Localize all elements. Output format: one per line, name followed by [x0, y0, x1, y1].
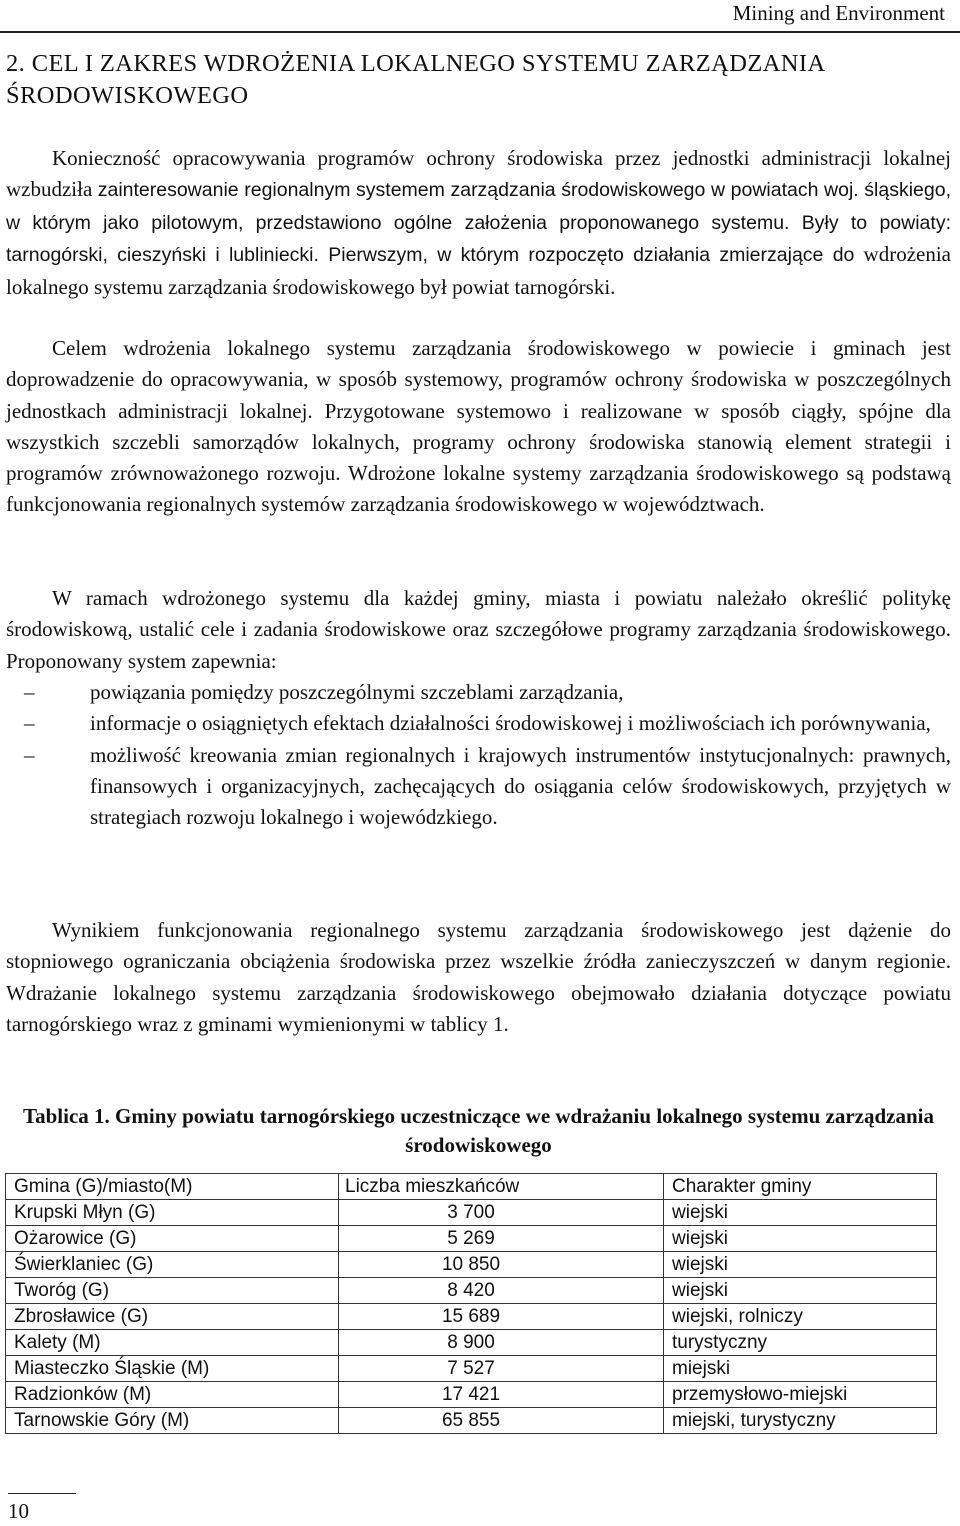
- section-title: 2. CEL I ZAKRES WDROŻENIA LOKALNEGO SYSTEMU ZARZĄDZANIA ŚRODOWISKOWEGO: [6, 50, 825, 109]
- cell-character: wiejski: [664, 1200, 937, 1226]
- cell-population: 5 269: [339, 1226, 664, 1252]
- dash-bullet: –: [24, 711, 35, 736]
- table-row: [6, 1408, 937, 1434]
- cell-character: miejski, turystyczny: [664, 1408, 937, 1434]
- cell-population: 8 420: [339, 1278, 664, 1304]
- list-item-text: powiązania pomiędzy poszczególnymi szczeblami zarządzania,: [90, 680, 624, 704]
- cell-character: wiejski: [664, 1226, 937, 1252]
- cell-gmina: Tarnowskie Góry (M): [6, 1408, 339, 1434]
- cell-population: 3 700: [339, 1200, 664, 1226]
- page-number: 10: [8, 1499, 29, 1523]
- table-row: [6, 1356, 937, 1382]
- list-item-text: informacje o osiągniętych efektach działalności środowiskowej i możliwościach ich porównywania,: [90, 711, 931, 736]
- cell-character: wiejski: [664, 1278, 937, 1304]
- column-header-character: Charakter gminy: [664, 1174, 937, 1200]
- list-item: [6, 708, 951, 739]
- cell-gmina: Świerklaniec (G): [6, 1252, 339, 1278]
- table-row: [6, 1330, 937, 1356]
- paragraph-1: [6, 143, 951, 303]
- cell-character: turystyczny: [664, 1330, 937, 1356]
- requirements-list: [6, 677, 951, 833]
- municipalities-table: [5, 1173, 937, 1434]
- cell-gmina: Tworóg (G): [6, 1278, 339, 1304]
- table-row: [6, 1278, 937, 1304]
- cell-population: 10 850: [339, 1252, 664, 1278]
- column-header-gmina: Gmina (G)/miasto(M): [6, 1174, 339, 1200]
- header-rule: [0, 31, 960, 33]
- cell-gmina: Radzionków (M): [6, 1382, 339, 1408]
- paragraph-1-text-c: wdrożenia lokalnego systemu zarządzania środowiskowego był powiat tarnogórski.: [6, 242, 951, 299]
- list-item: [6, 677, 951, 708]
- cell-gmina: Ożarowice (G): [6, 1226, 339, 1252]
- cell-character: miejski: [664, 1356, 937, 1382]
- paragraph-1-text-a: Konieczność opracowywania programów ochrony środowiska przez jednostki administracji lokalnej wzbudziła: [6, 146, 951, 202]
- table-caption: Tablica 1. Gminy powiatu tarnogórskiego uczestniczące we wdrażaniu lokalnego systemu zarządzania środowiskowego: [23, 1104, 934, 1157]
- footer-rule: [8, 1493, 76, 1494]
- cell-gmina: Krupski Młyn (G): [6, 1200, 339, 1226]
- cell-character: wiejski, rolniczy: [664, 1304, 937, 1330]
- list-item: [6, 740, 951, 834]
- paragraph-3: [6, 583, 951, 677]
- list-item-text: możliwość kreowania zmian regionalnych i krajowych instrumentów instytucjonalnych: prawnych, finansowych i organizacyjnych, zachęcających do osiągania celów środowiskowych, przyjętych w strategiach rozwoju lokalnego i wojewódzkiego.: [90, 742, 951, 830]
- paragraph-4: [6, 915, 951, 1040]
- cell-character: przemysłowo-miejski: [664, 1382, 937, 1408]
- paragraph-1-text-b: zainteresowanie regionalnym systemem zarządzania środowiskowego w powiatach woj. śląskiego, w którym jako pilotowym, przedstawiono ogólne założenia proponowanego systemu. Były to powiaty: tarnogórski, cieszyński i lubliniecki. Pierwszym, w którym rozpoczęto działania zmierzające do: [6, 179, 951, 267]
- cell-population: 65 855: [339, 1408, 664, 1434]
- cell-gmina: Miasteczko Śląskie (M): [6, 1356, 339, 1382]
- table-row: [6, 1200, 937, 1226]
- cell-population: 7 527: [339, 1356, 664, 1382]
- table-header-row: [6, 1174, 937, 1200]
- cell-population: 17 421: [339, 1382, 664, 1408]
- running-head: Mining and Environment: [732, 1, 945, 25]
- cell-population: 8 900: [339, 1330, 664, 1356]
- table-row: [6, 1226, 937, 1252]
- table-row: [6, 1252, 937, 1278]
- table-row: [6, 1304, 937, 1330]
- cell-gmina: Zbrosławice (G): [6, 1304, 339, 1330]
- dash-bullet: –: [24, 742, 35, 767]
- dash-bullet: –: [24, 680, 35, 704]
- table-row: [6, 1382, 937, 1408]
- paragraph-4-text: Wynikiem funkcjonowania regionalnego systemu zarządzania środowiskowego jest dążenie do stopniowego ograniczania obciążenia środowiska przez wszelkie źródła zanieczyszczeń w danym regionie. Wdrażanie lokalnego systemu zarządzania środowiskowego obejmowało działania dotyczące powiatu tarnogórskiego wraz z gminami wymienionymi w tablicy 1.: [6, 918, 951, 1036]
- paragraph-2-text: Celem wdrożenia lokalnego systemu zarządzania środowiskowego w powiecie i gminach jest doprowadzenie do opracowywania, w sposób systemowy, programów ochrony środowiska w poszczególnych jednostkach administracji lokalnej. Przygotowane systemowo i realizowane w sposób ciągły, spójne dla wszystkich szczebli samorządów lokalnych, programy ochrony środowiska stanowią element strategii i programów zrównoważonego rozwoju. Wdrożone lokalne systemy zarządzania środowiskowego są podstawą funkcjonowania regionalnych systemów zarządzania środowiskowego w województwach.: [6, 336, 951, 517]
- cell-gmina: Kalety (M): [6, 1330, 339, 1356]
- column-header-population: Liczba mieszkańców: [339, 1174, 664, 1200]
- cell-population: 15 689: [339, 1304, 664, 1330]
- paragraph-2: [6, 333, 951, 521]
- cell-character: wiejski: [664, 1252, 937, 1278]
- paragraph-3-text: W ramach wdrożonego systemu dla każdej gminy, miasta i powiatu należało określić politykę środowiskową, ustalić cele i zadania środowiskowe oraz szczegółowe programy zarządzania środowiskowego. Proponowany system zapewnia:: [6, 586, 951, 673]
